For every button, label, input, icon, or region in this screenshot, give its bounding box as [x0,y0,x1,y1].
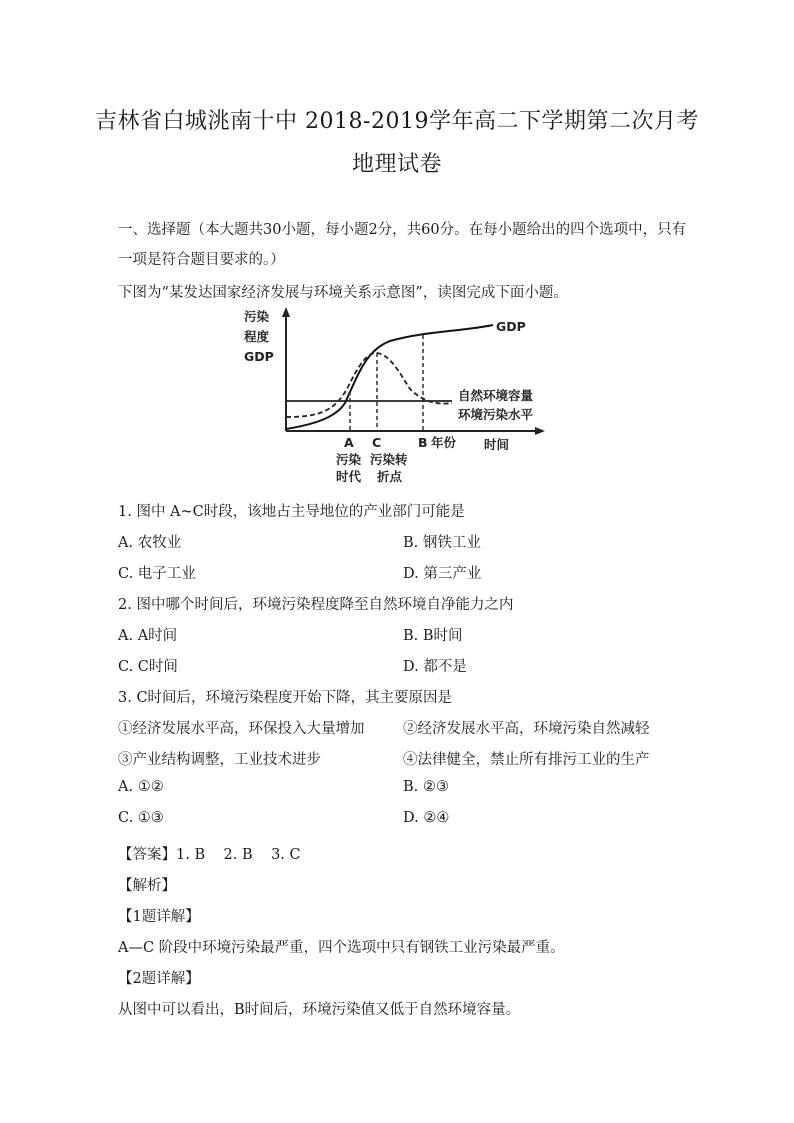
y-axis-arrow [282,307,290,317]
analysis-heading: 【解析】 [118,878,176,894]
detail-1-heading: 【1题详解】 [118,909,200,925]
q3-option-b: B. ②③ [403,779,449,795]
y-label-line2: 程度 [244,329,270,344]
x-axis-label: 时间 [484,437,510,452]
answer-line: 【答案】1. B 2. B 3. C [118,847,301,863]
q3-statement-4: ④法律健全，禁止所有排污工业的生产 [403,752,650,768]
marker-b-label: B [418,435,428,450]
a-annotation-line1: 污染 [336,452,362,467]
pollution-curve [286,353,452,417]
y-label-line1: 污染 [244,309,270,324]
capacity-label: 自然环境容量 [458,388,534,403]
year-label: 年份 [431,435,457,450]
q3-statement-1: ①经济发展水平高，环保投入大量增加 [118,721,365,737]
detail-1-text: A—C 阶段中环境污染最严重，四个选项中只有钢铁工业污染最严重。 [118,940,565,956]
a-annotation-line2: 时代 [336,469,362,484]
q1-option-a: A. 农牧业 [118,535,182,551]
figure-intro: 下图为“某发达国家经济发展与环境关系示意图”，读图完成下面小题。 [118,285,568,301]
question-2-stem: 2. 图中哪个时间后，环境污染程度降至自然环境自净能力之内 [118,597,514,613]
q3-statement-2: ②经济发展水平高，环境污染自然减轻 [403,721,650,737]
q2-option-b: B. B时间 [403,628,463,644]
section-heading: 一、选择题（本大题共30小题，每小题2分，共60分。在每小题给出的四个选项中，只有 [118,222,687,238]
question-1-stem: 1. 图中 A~C时段，该地占主导地位的产业部门可能是 [118,504,465,520]
detail-2-heading: 【2题详解】 [118,971,200,987]
c-annotation-line1: 污染转 [370,452,408,467]
q3-option-a: A. ①② [118,779,164,795]
question-3-stem: 3. C时间后，环境污染程度开始下降，其主要原因是 [118,690,453,706]
marker-c-label: C [372,435,382,450]
q3-option-d: D. ②④ [403,810,450,826]
economy-environment-diagram [240,305,560,495]
gdp-label: GDP [496,319,526,334]
q2-option-a: A. A时间 [118,628,178,644]
q3-statement-3: ③产业结构调整，工业技术进步 [118,752,321,768]
marker-a-label: A [344,435,354,450]
document-title: 吉林省白城洮南十中 2018-2019学年高二下学期第二次月考 [95,109,699,134]
q3-option-c: C. ①③ [118,810,164,826]
detail-2-text: 从图中可以看出，B时间后，环境污染值又低于自然环境容量。 [118,1002,521,1018]
q2-option-c: C. C时间 [118,659,178,675]
q1-option-c: C. 电子工业 [118,566,196,582]
pollution-label: 环境污染水平 [458,407,534,422]
x-axis-arrow [535,427,545,435]
c-annotation-line2: 折点 [377,469,403,484]
y-label-line3: GDP [244,349,274,364]
q2-option-d: D. 都不是 [403,659,467,675]
q1-option-b: B. 钢铁工业 [403,535,481,551]
section-heading-cont: 一项是符合题目要求的。） [118,252,285,268]
q1-option-d: D. 第三产业 [403,566,482,582]
document-subtitle: 地理试卷 [351,152,442,177]
